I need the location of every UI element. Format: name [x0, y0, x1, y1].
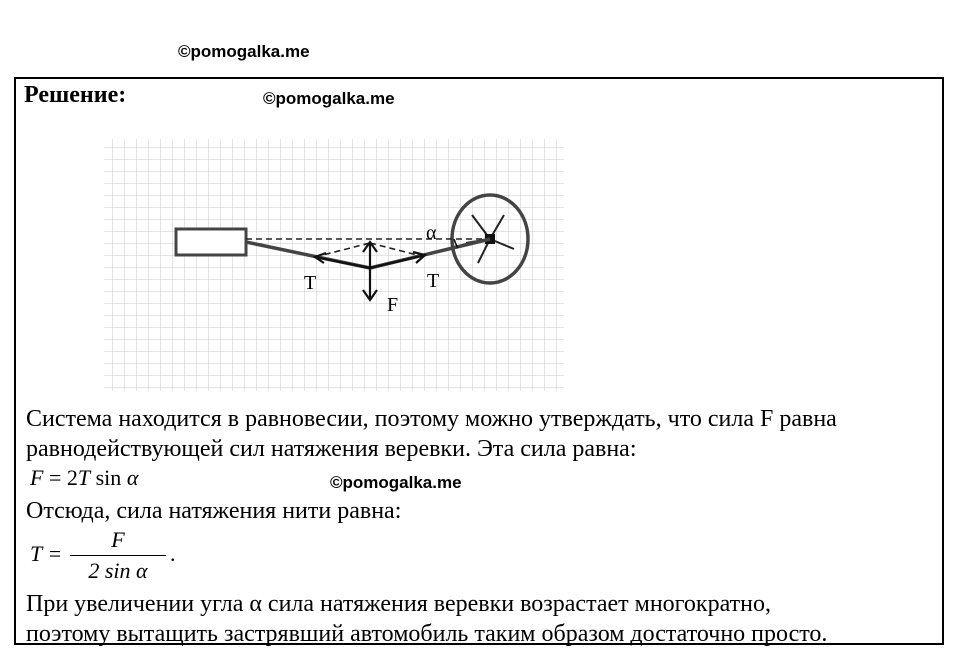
formula-tension-dot: .: [170, 541, 176, 566]
formula-force: [30, 465, 138, 491]
formula-force-lhs: F: [30, 465, 44, 490]
formula-force-sin: sin: [90, 465, 122, 490]
paragraph-equilibrium: Система находится в равновесии, поэтому можно утверждать, что сила F равна: [26, 406, 837, 432]
formula-force-alpha: α: [126, 465, 139, 490]
tension-left-label: T: [304, 272, 317, 294]
block: [176, 229, 246, 255]
watermark: ©pomogalka.me: [178, 42, 310, 61]
formula-tension-lhs: T =: [30, 541, 63, 566]
paragraph-resultant: равнодействующей сил натяжения веревки. Эта сила равна:: [26, 436, 637, 462]
formula-tension-denominator: 2 sin α: [88, 558, 148, 583]
paragraph-conclusion-2: поэтому вытащить застрявший автомобиль таким образом достаточно просто.: [26, 621, 828, 647]
alpha-label: α: [426, 222, 437, 244]
formula-tension-fraction: [70, 527, 166, 584]
tension-right-label: T: [427, 270, 440, 292]
watermark: ©pomogalka.me: [263, 89, 395, 108]
fraction-bar: [70, 555, 166, 556]
formula-tension-numerator: F: [111, 527, 125, 552]
formula-force-eq: = 2: [43, 465, 78, 490]
watermark: ©pomogalka.me: [330, 473, 462, 492]
paragraph-conclusion-1: При увеличении угла α сила натяжения веревки возрастает многократно,: [26, 591, 771, 617]
paragraph-tension: Отсюда, сила натяжения нити равна:: [26, 498, 402, 524]
grid-paper: [104, 139, 564, 391]
formula-force-t: T: [77, 465, 91, 490]
solution-heading: Решение:: [24, 82, 127, 108]
force-label: F: [387, 294, 399, 316]
force-diagram: [100, 135, 570, 395]
